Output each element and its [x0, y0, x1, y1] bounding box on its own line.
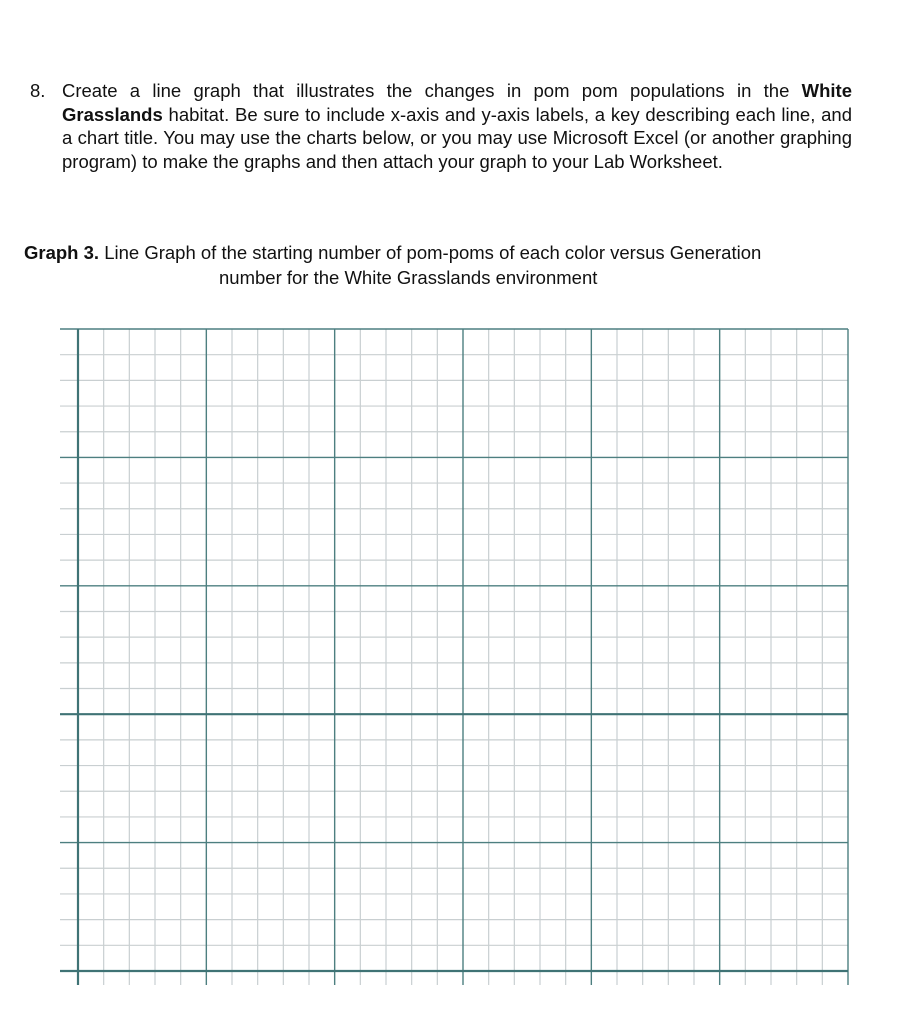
question-text [62, 79, 852, 173]
question-text-part-1: Create a line graph that illustrates the changes in pom pom populations in the [62, 80, 802, 101]
graph-caption-line-1: Line Graph of the starting number of pom-poms of each color versus Generation [99, 242, 762, 263]
graph-paper[interactable] [60, 325, 850, 990]
graph-paper-grid[interactable] [60, 325, 850, 990]
question-text-part-2: habitat. Be sure to include x-axis and y-axis labels, a key describing each line, and a chart title. You may use the charts below, or you may use Microsoft Excel (or another graphing program) to make the graphs and then attach your graph to your Lab Worksheet. [62, 103, 852, 172]
graph-caption [24, 240, 894, 290]
graph-label: Graph 3. [24, 242, 100, 263]
question-number: 8. [30, 80, 46, 101]
habitat-name: White Grasslands [62, 80, 852, 125]
graph-caption-line-2: number for the White Grasslands environment [219, 267, 598, 288]
